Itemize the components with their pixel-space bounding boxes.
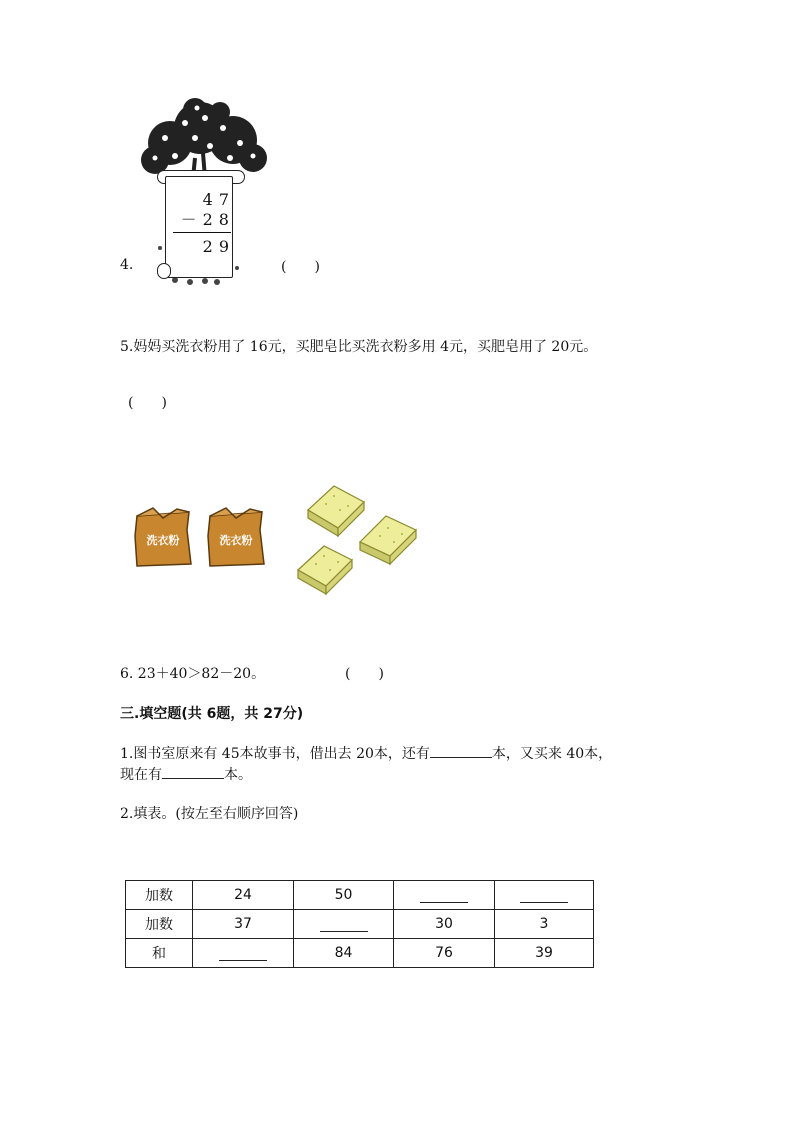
table-row (126, 910, 594, 939)
table-cell-blank[interactable] (495, 881, 594, 910)
f2-text: 2.填表。(按左至右顺序回答) (120, 806, 299, 822)
table-cell: 76 (394, 939, 495, 968)
table-row (126, 939, 594, 968)
q6-text: 6. 23＋40＞82－20。 (120, 666, 266, 682)
answer-blank[interactable] (320, 917, 368, 932)
q4-answer-paren[interactable]: ( ) (281, 259, 320, 275)
soap-bars-icon (296, 482, 420, 604)
table-cell: 30 (394, 910, 495, 939)
detergent-bag-1 (133, 506, 193, 568)
q6-answer-paren[interactable]: ( ) (345, 666, 384, 682)
row-label: 和 (126, 939, 193, 968)
table-cell: 37 (193, 910, 294, 939)
table-cell: 3 (495, 910, 594, 939)
f1-text-c: 现在有 (120, 767, 162, 783)
vertical-subtraction (173, 190, 235, 257)
difference: 29 (202, 237, 235, 256)
f1-line2 (120, 764, 252, 784)
f1-text-a: 1.图书室原来有 45本故事书，借出去 20本，还有 (120, 746, 430, 762)
q5-answer-paren[interactable]: ( ) (128, 395, 167, 411)
subtrahend: －28 (180, 210, 235, 229)
answer-blank[interactable] (520, 888, 568, 903)
table-cell-blank[interactable] (394, 881, 495, 910)
f1-text-b: 本，又买来 40本， (491, 746, 613, 762)
addition-table (125, 880, 594, 968)
table-cell: 50 (294, 881, 394, 910)
answer-blank[interactable] (420, 888, 468, 903)
scroll-bottom-curl (157, 263, 171, 279)
result-line (173, 232, 231, 233)
q5-text: 5.妈妈买洗衣粉用了 16元，买肥皂比买洗衣粉多用 4元，买肥皂用了 20元。 (120, 339, 598, 355)
table-cell: 84 (294, 939, 394, 968)
table-cell-blank[interactable] (294, 910, 394, 939)
answer-blank[interactable] (219, 946, 267, 961)
q4-number: 4. (120, 257, 134, 273)
f1-blank-1[interactable] (430, 743, 492, 758)
row-label: 加数 (126, 910, 193, 939)
row-label: 加数 (126, 881, 193, 910)
minuend: 47 (202, 190, 235, 209)
detergent-bag-2 (206, 506, 266, 568)
table-cell-blank[interactable] (193, 939, 294, 968)
f1-line1 (120, 743, 612, 763)
table-cell: 24 (193, 881, 294, 910)
table-cell: 39 (495, 939, 594, 968)
table-row (126, 881, 594, 910)
f1-blank-2[interactable] (162, 764, 224, 779)
f1-text-d: 本。 (224, 767, 252, 783)
bag-label: 洗衣粉 (146, 534, 180, 547)
bag-label: 洗衣粉 (219, 534, 253, 547)
section3-title: 三.填空题(共 6题，共 27分) (120, 706, 304, 722)
tree-scroll-illustration (135, 98, 270, 288)
